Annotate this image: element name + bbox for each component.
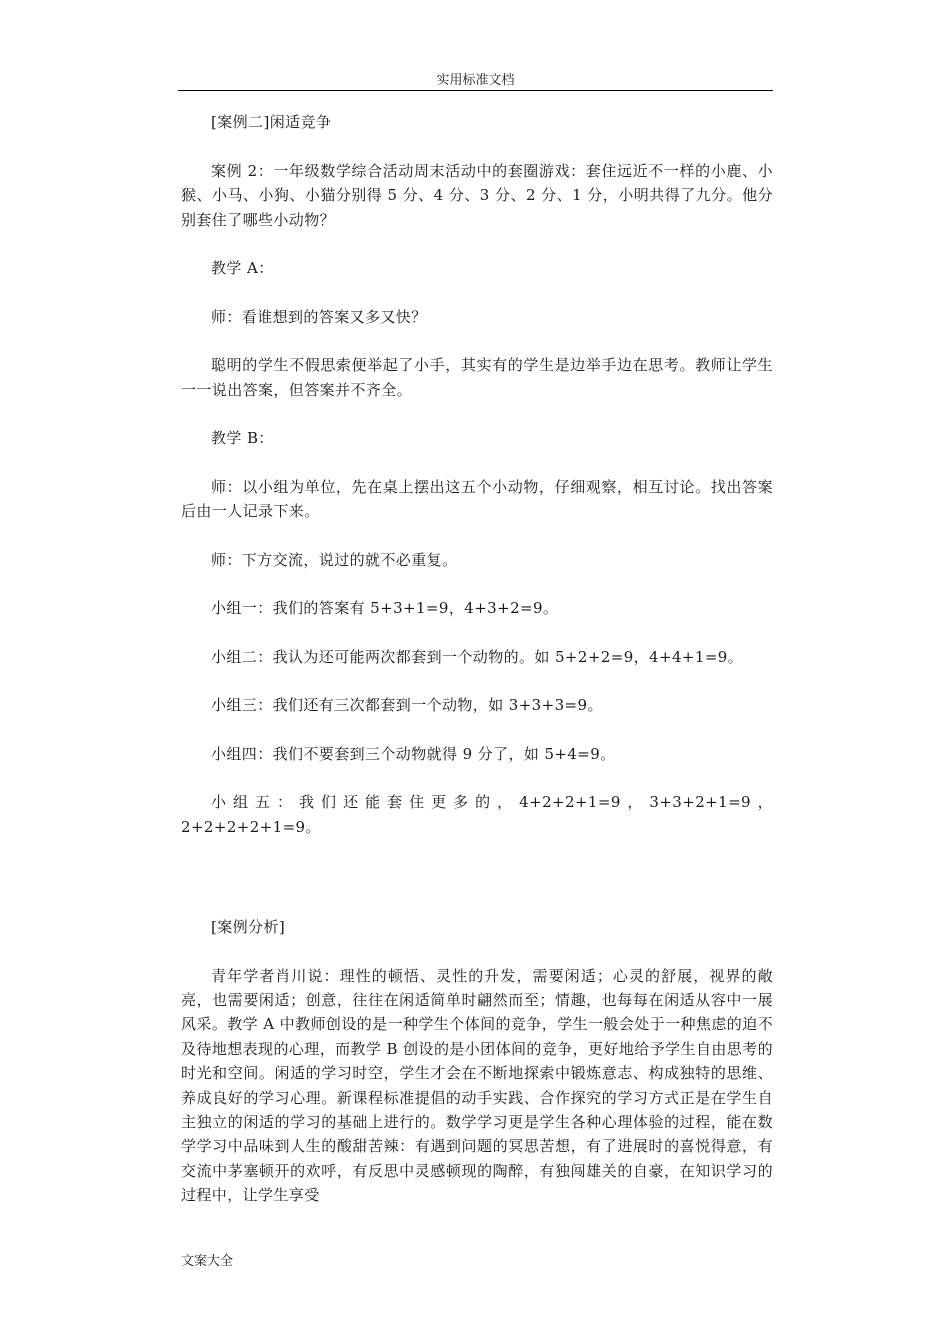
case-description: 案例 2：一年级数学综合活动周末活动中的套圈游戏：套住远近不一样的小鹿、小猴、小马、小狗、小猫分别得 5 分、4 分、3 分、2 分、1 分，小明共得了九分。他分别套住了哪些小动物？: [181, 161, 773, 229]
section-spacer: [181, 863, 773, 915]
section-heading: [案例二]闲适竞争: [211, 113, 332, 131]
teaching-b-label: 教学 B：: [211, 429, 274, 447]
teaching-a-description: 聪明的学生不假思索便举起了小手，其实有的学生是边举手边在思考。教师让学生一一说出答案，但答案并不齐全。: [181, 356, 773, 399]
teaching-a-label: 教学 A：: [211, 259, 274, 277]
page-footer: [181, 1250, 233, 1269]
analysis-body: 青年学者肖川说：理性的顿悟、灵性的升发，需要闲适；心灵的舒展，视界的敞亮，也需要闲适；创意，往往在闲适简单时翩然而至；情趣，也每每在闲适从容中一展风采。教学 A 中教师创设的是一种学生个体间的竞争，学生一般会处于一种焦虑的迫不及待地想表现的心理，而教学 B 创设的是小团体间的竞争，更好地给予学生自由思考的时光和空间。闲适的学习时空，学生才会在不断地探索中锻炼意志、构成独特的思维、养成良好的学习心理。新课程标准提倡的动手实践、合作探究的学习方式正是在学生自主独立的闲适的学习的基础上进行的。数学学习更是学生各种心理体验的过程，能在数学学习中品味到人生的酸甜苦辣：有遇到问题的冥思苦想，有了进展时的喜悦得意，有交流中茅塞顿开的欢呼，有反思中灵感顿现的陶醉，有独闯雄关的自豪，在知识学习的过程中，让学生享受: [181, 966, 773, 1205]
analysis-heading: [案例分析]: [211, 918, 286, 936]
header-title: 实用标准文档: [436, 73, 515, 88]
group-three-answer: 小组三：我们还有三次都套到一个动物，如 3+3+3=9。: [211, 696, 603, 714]
group-five-answer: 小组五：我们还能套住更多的，4+2+2+1=9，3+3+2+1=9，2+2+2+2+1=9。: [181, 793, 773, 836]
footer-text: 文案大全: [181, 1254, 234, 1269]
group-four-answer: 小组四：我们不要套到三个动物就得 9 分了，如 5+4=9。: [211, 744, 616, 763]
document-body: [181, 110, 773, 1208]
group-two-answer: 小组二：我认为还可能两次都套到一个动物的。如 5+2+2=9，4+4+1=9。: [211, 647, 744, 666]
teacher-instruction: 师：以小组为单位，先在桌上摆出这五个小动物，仔细观察，相互讨论。找出答案后由一人记录下来。: [181, 477, 773, 520]
group-one-answer: 小组一：我们的答案有 5+3+1=9，4+3+2=9。: [211, 599, 559, 617]
teacher-question: 师：看谁想到的答案又多又快？: [211, 307, 427, 326]
teacher-exchange: 师：下方交流，说过的就不必重复。: [211, 550, 458, 569]
page-header: [178, 72, 773, 91]
